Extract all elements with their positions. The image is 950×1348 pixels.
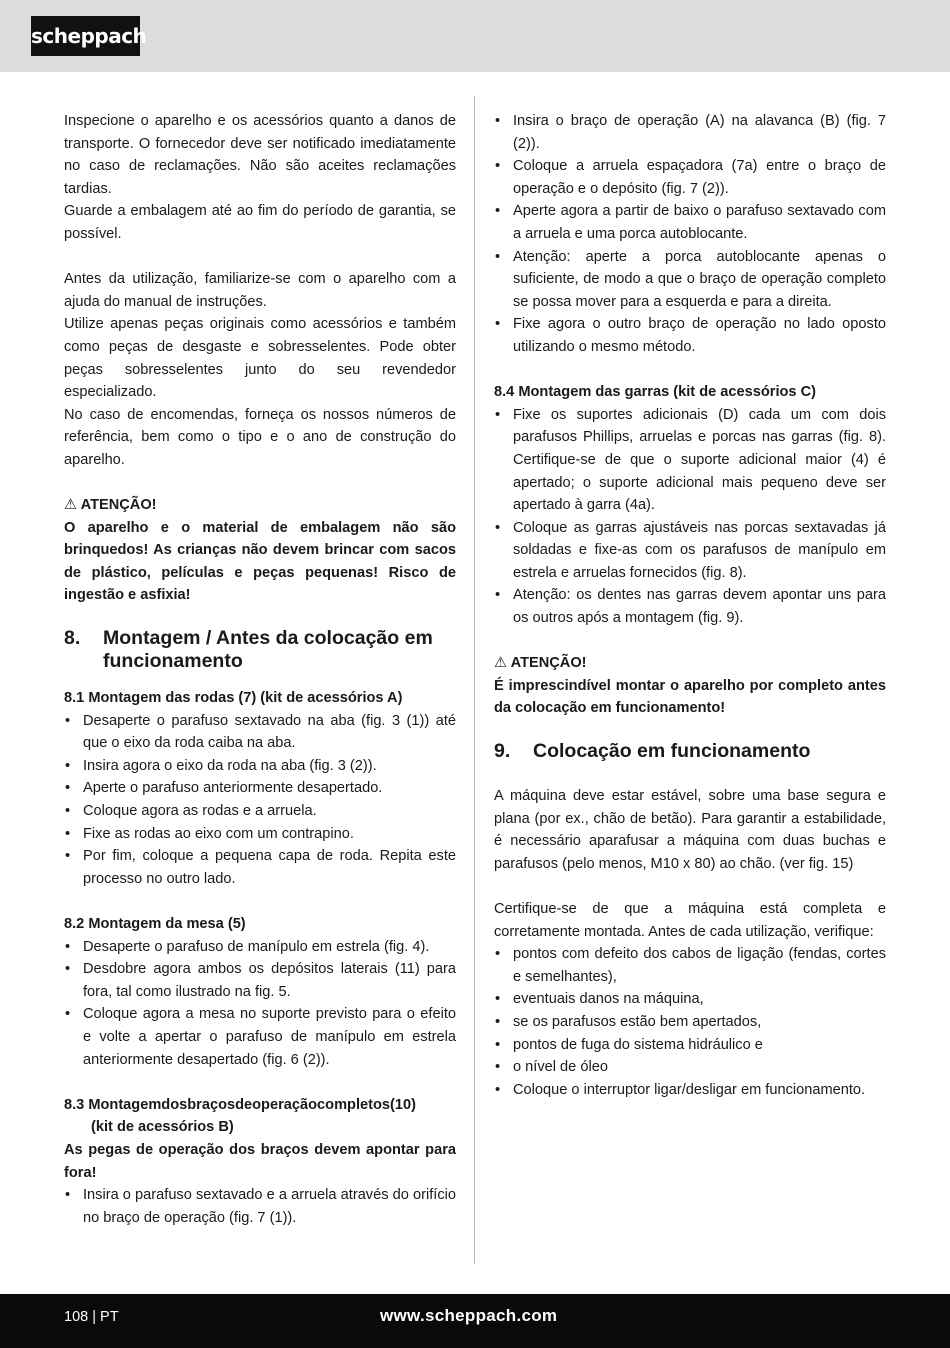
warning-heading bbox=[494, 652, 886, 675]
list-item: • Aperte o parafuso anteriormente desapertado. bbox=[64, 777, 456, 800]
intro-paragraph-2: Guarde a embalagem até ao fim do período de garantia, se possível. bbox=[64, 203, 456, 242]
section-9-number: 9. bbox=[494, 740, 511, 763]
section-9-heading bbox=[494, 740, 886, 763]
intro-paragraph-3: Antes da utilização, familiarize-se com o aparelho com a ajuda do manual de instruções. bbox=[64, 271, 456, 310]
list-item: • Aperte agora a partir de baixo o parafuso sextavado com a arruela e uma porca autoblocante. bbox=[494, 200, 886, 245]
list-item: • Coloque as garras ajustáveis nas porcas sextavadas já soldadas e fixe-as com os parafusos de manípulo em estrela e arruelas fornecidos (fig. 8). bbox=[494, 517, 886, 585]
subsection-8-1-title: 8.1 Montagem das rodas (7) (kit de acessórios A) bbox=[64, 690, 403, 707]
subsection-8-3-list-continued bbox=[494, 110, 886, 359]
website-link[interactable]: www.scheppach.com bbox=[380, 1306, 558, 1325]
section-9-paragraph-1: A máquina deve estar estável, sobre uma base segura e plana (por ex., chão de betão). Para garantir a estabilidade, é necessário aparafusar a máquina com duas buchas e parafusos (pelo menos, M10 x 80) ao chão. (ver fig. 15) bbox=[494, 788, 886, 872]
intro-paragraph-1: Inspecione o aparelho e os acessórios quanto a danos de transporte. O fornecedor deve ser notificado imediatamente no caso de reclamações. Não são aceites reclamações tardias. bbox=[64, 113, 456, 197]
list-item: • Fixe agora o outro braço de operação no lado oposto utilizando o mesmo método. bbox=[494, 313, 886, 358]
warning-triangle-icon: ⚠ bbox=[64, 497, 78, 514]
intro-paragraph-5: No caso de encomendas, forneça os nossos números de referência, bem como o tipo e o ano de construção do aparelho. bbox=[64, 406, 456, 468]
section-8-number: 8. bbox=[64, 627, 81, 650]
right-column bbox=[494, 110, 886, 1101]
list-item: • pontos com defeito dos cabos de ligação (fendas, cortes e semelhantes), bbox=[494, 943, 886, 988]
subsection-8-4-title: 8.4 Montagem das garras (kit de acessórios C) bbox=[494, 384, 816, 401]
subsection-8-3-title-line1: 8.3 Montagemdosbraçosdeoperaçãocompletos(10) bbox=[64, 1096, 416, 1113]
intro-paragraph-4: Utilize apenas peças originais como acessórios e também como peças de desgaste e sobresselentes. Pode obter peças sobresselentes junto do seu revendedor especializado. bbox=[64, 316, 456, 401]
subsection-8-3-note: As pegas de operação dos braços devem apontar para fora! bbox=[64, 1141, 456, 1181]
list-item: • Coloque agora as rodas e a arruela. bbox=[64, 800, 456, 823]
left-column bbox=[64, 110, 456, 1229]
list-item: • Atenção: aperte a porca autoblocante apenas o suficiente, de modo a que o braço de operação completo se possa mover para a esquerda e para a direita. bbox=[494, 246, 886, 314]
checklist bbox=[494, 943, 886, 1101]
list-item: • Insira o parafuso sextavado e a arruela através do orifício no braço de operação (fig. 7 (1)). bbox=[64, 1184, 456, 1229]
warning-title: ATENÇÃO! bbox=[80, 497, 157, 514]
section-8-heading bbox=[64, 627, 456, 673]
scheppach-logo: scheppach bbox=[31, 16, 140, 56]
warning-heading bbox=[64, 494, 456, 517]
list-item: • Insira o braço de operação (A) na alavanca (B) (fig. 7 (2)). bbox=[494, 110, 886, 155]
header-bar bbox=[0, 0, 950, 72]
subsection-8-2-list bbox=[64, 936, 456, 1072]
list-item: • pontos de fuga do sistema hidráulico e bbox=[494, 1034, 886, 1057]
warning-text: É imprescindível montar o aparelho por completo antes da colocação em funcionamento! bbox=[494, 677, 886, 717]
list-item: • Desaperte o parafuso de manípulo em estrela (fig. 4). bbox=[64, 936, 456, 959]
page-number: 108 | PT bbox=[64, 1309, 119, 1325]
list-item: • o nível de óleo bbox=[494, 1056, 886, 1079]
list-item: • Fixe os suportes adicionais (D) cada um com dois parafusos Phillips, arruelas e porcas nas garras (fig. 8). Certifique-se de que o suporte adicional maior (4) é apertado; o suporte adicional mais pequeno deve ser apertado à garra (4a). bbox=[494, 404, 886, 517]
list-item: • Desdobre agora ambos os depósitos laterais (11) para fora, tal como ilustrado na fig. 5. bbox=[64, 958, 456, 1003]
list-item: • Coloque o interruptor ligar/desligar em funcionamento. bbox=[494, 1079, 886, 1102]
warning-title: ATENÇÃO! bbox=[510, 655, 587, 672]
list-item: • se os parafusos estão bem apertados, bbox=[494, 1011, 886, 1034]
list-item: • eventuais danos na máquina, bbox=[494, 988, 886, 1011]
section-9-title: Colocação em funcionamento bbox=[533, 740, 811, 763]
section-8-title: Montagem / Antes da colocação em funcionamento bbox=[103, 627, 433, 673]
list-item: • Coloque agora a mesa no suporte previsto para o efeito e volte a apertar o parafuso de manípulo em estrela anteriormente desapertado (fig. 6 (2)). bbox=[64, 1003, 456, 1071]
subsection-8-3-title-line2: (kit de acessórios B) bbox=[91, 1119, 234, 1136]
subsection-8-1-list bbox=[64, 710, 456, 891]
footer-bar bbox=[0, 1294, 950, 1348]
list-item: • Desaperte o parafuso sextavado na aba (fig. 3 (1)) até que o eixo da roda caiba na aba. bbox=[64, 710, 456, 755]
warning-triangle-icon: ⚠ bbox=[494, 655, 508, 672]
subsection-8-3-list bbox=[64, 1184, 456, 1229]
subsection-8-4-list bbox=[494, 404, 886, 630]
column-divider bbox=[474, 96, 475, 1264]
list-item: • Coloque a arruela espaçadora (7a) entre o braço de operação e o depósito (fig. 7 (2)). bbox=[494, 155, 886, 200]
list-item: • Atenção: os dentes nas garras devem apontar uns para os outros após a montagem (fig. 9). bbox=[494, 584, 886, 629]
subsection-8-2-title: 8.2 Montagem da mesa (5) bbox=[64, 916, 246, 932]
list-item: • Por fim, coloque a pequena capa de roda. Repita este processo no outro lado. bbox=[64, 845, 456, 890]
list-item: • Fixe as rodas ao eixo com um contrapino. bbox=[64, 823, 456, 846]
list-item: • Insira agora o eixo da roda na aba (fig. 3 (2)). bbox=[64, 755, 456, 778]
warning-text: O aparelho e o material de embalagem não são brinquedos! As crianças não devem brincar com sacos de plástico, películas e peças pequenas! Risco de ingestão e asfixia! bbox=[64, 519, 456, 604]
section-9-paragraph-2: Certifique-se de que a máquina está completa e corretamente montada. Antes de cada utilização, verifique: bbox=[494, 901, 886, 940]
